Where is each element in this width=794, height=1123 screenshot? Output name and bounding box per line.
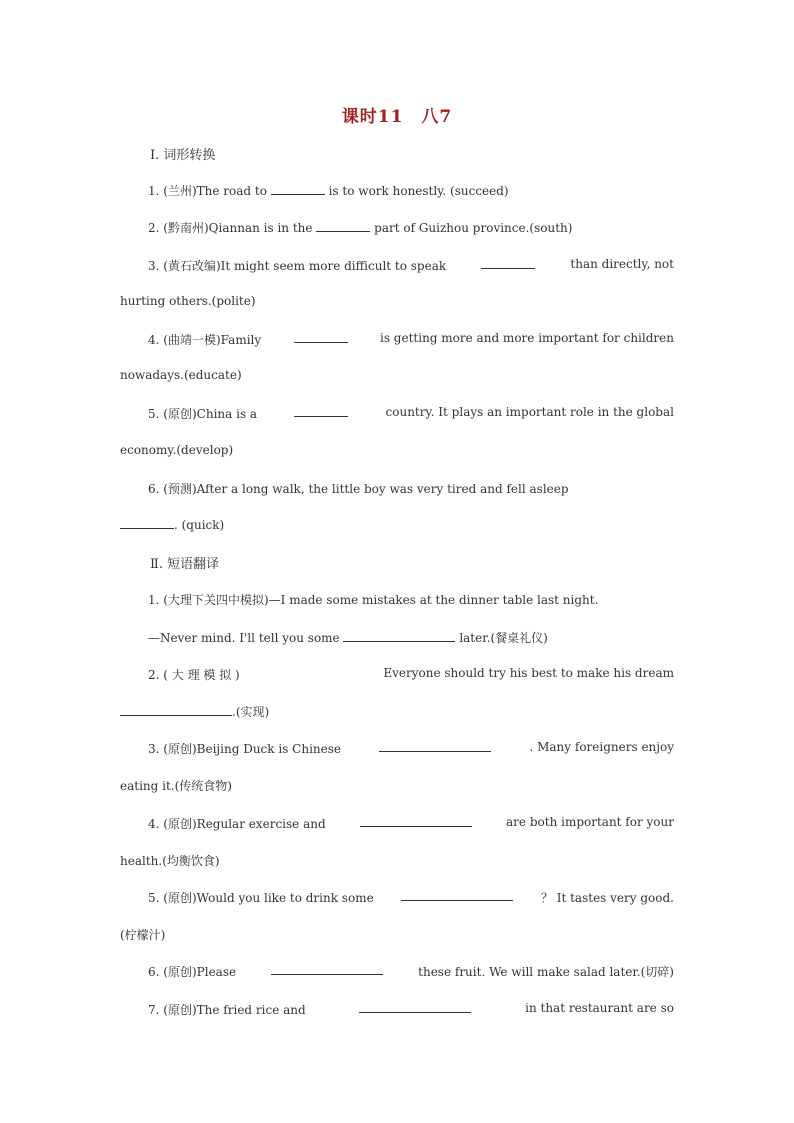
- s2-item-2: [148, 666, 674, 683]
- item-text: . (quick): [174, 518, 225, 532]
- s2-item-6: [148, 963, 674, 980]
- s1-item-6-cont: [120, 517, 224, 532]
- item-text: Would you like to drink some: [196, 891, 374, 905]
- item-text: is to work honestly. (succeed): [328, 184, 509, 198]
- item-text: .(实现): [232, 705, 270, 719]
- item-source: (预测): [163, 482, 197, 496]
- s1-item-5: [148, 405, 674, 422]
- item-text: Family: [220, 333, 262, 347]
- s2-item-1: [148, 591, 598, 608]
- s2-item-4-cont: health.(均衡饮食): [120, 854, 220, 868]
- item-source: (原创): [163, 965, 197, 979]
- item-number: 2.: [148, 221, 160, 235]
- item-number: 6.: [148, 965, 160, 979]
- item-source: (大理下关四中模拟): [163, 593, 269, 607]
- item-number: 1.: [148, 184, 160, 198]
- item-source: (原创): [163, 1003, 197, 1017]
- item-source: (兰州): [163, 184, 197, 198]
- item-text: The road to: [196, 184, 267, 198]
- item-number: 3.: [148, 742, 160, 756]
- item-text: After a long walk, the little boy was very tired and fell asleep: [196, 482, 569, 496]
- item-text: country. It plays an important role in the global: [385, 405, 674, 419]
- section-2-heading: Ⅱ. 短语翻译: [150, 557, 220, 572]
- item-text: Qiannan is in the: [208, 221, 313, 235]
- s1-item-3: [148, 257, 674, 274]
- answer-blank[interactable]: [316, 220, 370, 232]
- item-number: 2.: [148, 668, 160, 682]
- answer-blank[interactable]: [360, 815, 472, 827]
- item-source: (黔南州): [163, 221, 209, 235]
- s2-item-4: [148, 815, 674, 832]
- item-text: —Never mind. I'll tell you some: [148, 631, 340, 645]
- item-number: 7.: [148, 1003, 160, 1017]
- s1-item-3-cont: hurting others.(polite): [120, 294, 256, 308]
- item-text: Everyone should try his best to make his dream: [383, 666, 674, 680]
- s2-item-1-cont: [148, 629, 548, 646]
- item-source: ( 大 理 模 拟 ): [163, 668, 240, 682]
- s1-item-4: [148, 331, 674, 348]
- item-source: (黄石改编): [163, 259, 221, 273]
- s1-item-4-cont: nowadays.(educate): [120, 368, 242, 382]
- item-number: 6.: [148, 482, 160, 496]
- item-text: are both important for your: [506, 815, 674, 829]
- s1-item-2: [148, 219, 572, 236]
- item-number: 1.: [148, 593, 160, 607]
- item-text: later.(餐桌礼仪): [459, 631, 548, 645]
- item-text: —I made some mistakes at the dinner table last night.: [268, 593, 599, 607]
- answer-blank[interactable]: [271, 183, 325, 195]
- s2-item-2-cont: [120, 703, 269, 720]
- item-text: The fried rice and: [196, 1003, 306, 1017]
- answer-blank[interactable]: [271, 963, 383, 975]
- answer-blank[interactable]: [481, 257, 535, 269]
- section-1-heading: Ⅰ. 词形转换: [150, 148, 216, 163]
- answer-blank[interactable]: [294, 405, 348, 417]
- page-title: 课时11 八7: [341, 107, 453, 127]
- item-source: (原创): [163, 742, 197, 756]
- item-source: (原创): [163, 891, 197, 905]
- answer-blank[interactable]: [120, 517, 174, 529]
- item-text: these fruit. We will make salad later.(切碎): [418, 965, 674, 979]
- s1-item-6: [148, 480, 674, 497]
- s1-item-1: [148, 182, 509, 199]
- answer-blank[interactable]: [359, 1001, 471, 1013]
- item-text: Please: [196, 965, 237, 979]
- answer-blank[interactable]: [401, 889, 513, 901]
- item-text: is getting more and more important for children: [380, 331, 674, 345]
- item-source: (原创): [163, 817, 197, 831]
- item-text: It might seem more difficult to speak: [220, 259, 447, 273]
- item-source: (曲靖一模): [163, 333, 221, 347]
- item-text: part of Guizhou province.(south): [374, 221, 573, 235]
- s2-item-3: [148, 740, 674, 757]
- item-text: Regular exercise and: [196, 817, 326, 831]
- item-number: 3.: [148, 259, 160, 273]
- item-text: China is a: [196, 407, 258, 421]
- s1-item-5-cont: economy.(develop): [120, 443, 234, 457]
- item-number: 5.: [148, 891, 160, 905]
- answer-blank[interactable]: [379, 740, 491, 752]
- answer-blank[interactable]: [294, 331, 348, 343]
- item-text: ？ It tastes very good.: [540, 891, 674, 905]
- s2-item-7: [148, 1001, 674, 1018]
- s2-item-5-cont: (柠檬汁): [120, 928, 166, 942]
- answer-blank[interactable]: [343, 630, 455, 642]
- s2-item-5: [148, 889, 674, 906]
- item-number: 4.: [148, 817, 160, 831]
- item-text: than directly, not: [570, 257, 674, 271]
- item-text: in that restaurant are so: [525, 1001, 674, 1015]
- item-number: 4.: [148, 333, 160, 347]
- item-source: (原创): [163, 407, 197, 421]
- item-number: 5.: [148, 407, 160, 421]
- item-text: . Many foreigners enjoy: [529, 740, 674, 754]
- answer-blank[interactable]: [120, 704, 232, 716]
- s2-item-3-cont: eating it.(传统食物): [120, 779, 232, 793]
- item-text: Beijing Duck is Chinese: [196, 742, 342, 756]
